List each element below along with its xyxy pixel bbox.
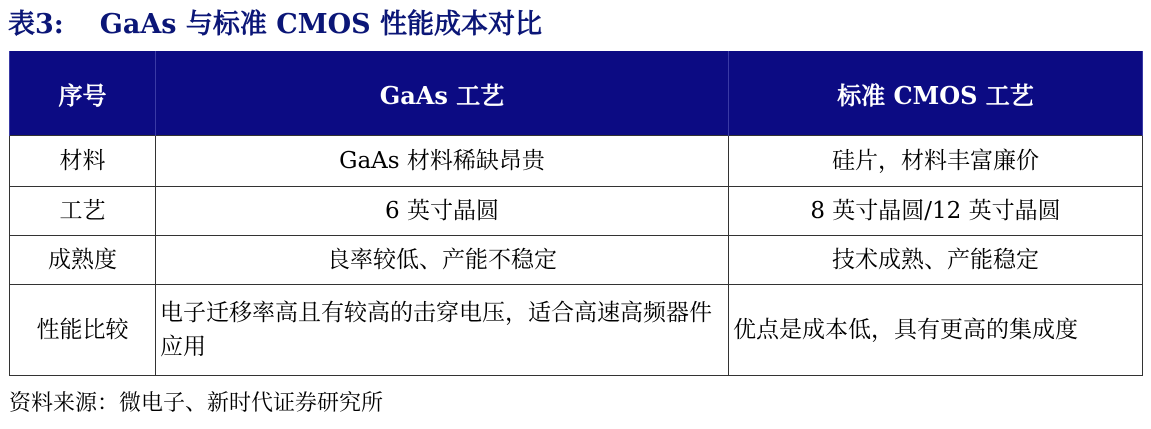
header-cmos: 标准 CMOS 工艺 — [729, 51, 1143, 136]
cmos-cell: 8 英寸晶圆/12 英寸晶圆 — [729, 187, 1143, 236]
gaas-cell: 6 英寸晶圆 — [156, 187, 729, 236]
row-label: 性能比较 — [10, 285, 156, 376]
table-title — [8, 8, 542, 42]
table-title-text: GaAs 与标准 CMOS 性能成本对比 — [99, 9, 543, 40]
cmos-cell: 优点是成本低，具有更高的集成度 — [729, 285, 1143, 376]
comparison-table — [9, 51, 1143, 376]
table-row — [10, 236, 1143, 285]
gaas-cell: 良率较低、产能不稳定 — [156, 236, 729, 285]
cmos-cell: 技术成熟、产能稳定 — [729, 236, 1143, 285]
header-gaas: GaAs 工艺 — [156, 51, 729, 136]
header-index: 序号 — [10, 51, 156, 136]
source-note: 资料来源：微电子、新时代证券研究所 — [9, 391, 384, 416]
row-label: 工艺 — [10, 187, 156, 236]
cmos-cell: 硅片，材料丰富廉价 — [729, 136, 1143, 187]
comparison-table-container — [9, 51, 1142, 376]
table-row — [10, 285, 1143, 376]
table-row — [10, 136, 1143, 187]
table-number: 表3: — [8, 9, 64, 40]
row-label: 材料 — [10, 136, 156, 187]
gaas-cell: GaAs 材料稀缺昂贵 — [156, 136, 729, 187]
row-label: 成熟度 — [10, 236, 156, 285]
table-row — [10, 187, 1143, 236]
table-header-row — [10, 51, 1143, 136]
gaas-cell: 电子迁移率高且有较高的击穿电压，适合高速高频器件应用 — [156, 285, 729, 376]
